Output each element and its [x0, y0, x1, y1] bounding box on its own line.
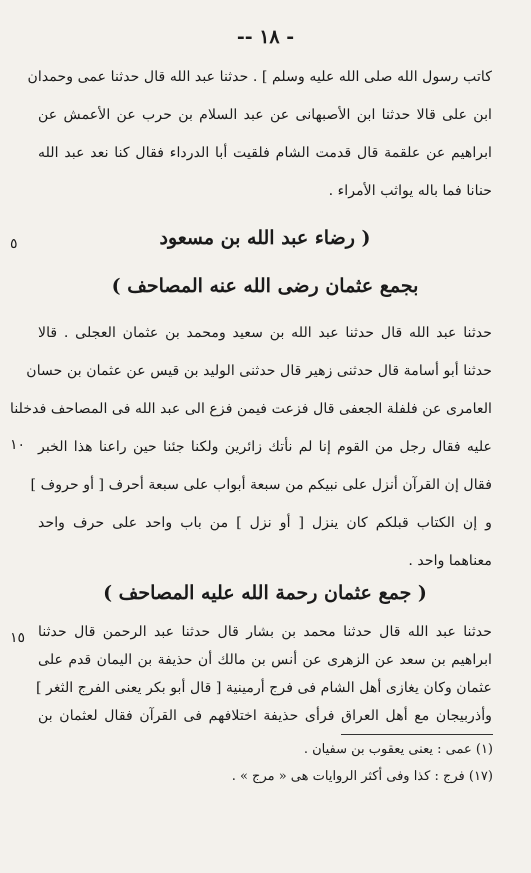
text-line: و إن الكتاب قبلكم كان ينزل [ أو نزل ] من باب واحد على حرف واحد	[38, 515, 492, 531]
footnote-rule	[341, 734, 493, 735]
text-line: معناهما واحد .	[408, 553, 492, 569]
margin-line-number: ١٠	[10, 437, 26, 453]
text-line: حنانا فما باله يواثب الأمراء .	[328, 183, 492, 199]
text-line: حدثنا عبد الله قال حدثنا محمد بن بشار قال حدثنا عبد الرحمن قال حدثنا	[38, 624, 492, 640]
text-line: عثمان وكان يغازى أهل الشام فى فرج أرمينية [ قال أبو بكر يعنى الفرج الثغر ]	[35, 680, 492, 696]
text-line: ابراهيم بن سعد عن الزهرى عن أنس بن مالك أن حذيفة بن اليمان قدم على	[38, 652, 492, 668]
text-line: وأذربيجان مع أهل العراق فرأى حذيفة اختلافهم فى القرآن فقال لعثمان بن	[38, 708, 492, 724]
text-line: كاتب رسول الله صلى الله عليه وسلم ] . حدثنا عبد الله قال حدثنا عمى وحمدان	[27, 69, 492, 85]
section-heading: بجمع عثمان رضى الله عنه المصاحف )	[111, 275, 419, 297]
text-line: فقال إن القرآن أنزل على نبيكم من سبعة أبواب على سبعة أحرف [ أو حروف ]	[30, 477, 492, 493]
text-line: حدثنا عبد الله قال حدثنا عبد الله بن سعيد ومحمد بن عثمان العجلى . قالا	[38, 325, 492, 341]
text-line: ابن على قالا حدثنا ابن الأصبهانى عن عبد السلام بن حرب عن الأعمش عن	[38, 107, 492, 123]
margin-line-number: ٥	[10, 236, 18, 252]
text-line: العامرى عن فلفلة الجعفى قال فزعت فيمن فزع الى عبد الله فى المصاحف فدخلنا	[10, 401, 492, 417]
text-line: ابراهيم عن علقمة قال قدمت الشام فلقيت أبا الدرداء فقال كنا نعد عبد الله	[38, 145, 492, 161]
margin-line-number: ١٥	[10, 630, 26, 646]
text-line: عليه فقال رجل من القوم إنا لم نأتك زائرين ولكنا جئنا حين راعنا هذا الخبر	[38, 439, 492, 455]
section-heading: ( جمع عثمان رحمة الله عليه المصاحف )	[103, 582, 427, 604]
section-heading: ( رضاء عبد الله بن مسعود	[159, 227, 371, 249]
footnote: (١٧) فرج : كذا وفى أكثر الروايات هى « مرج » .	[231, 769, 493, 784]
text-line: حدثنا أبو أسامة قال حدثنى زهير قال حدثنى الوليد بن قيس عن عثمان بن حسان	[26, 363, 492, 379]
footnote: (١) عمى : يعنى يعقوب بن سفيان .	[303, 742, 493, 757]
page-number: - ١٨ --	[236, 26, 295, 48]
